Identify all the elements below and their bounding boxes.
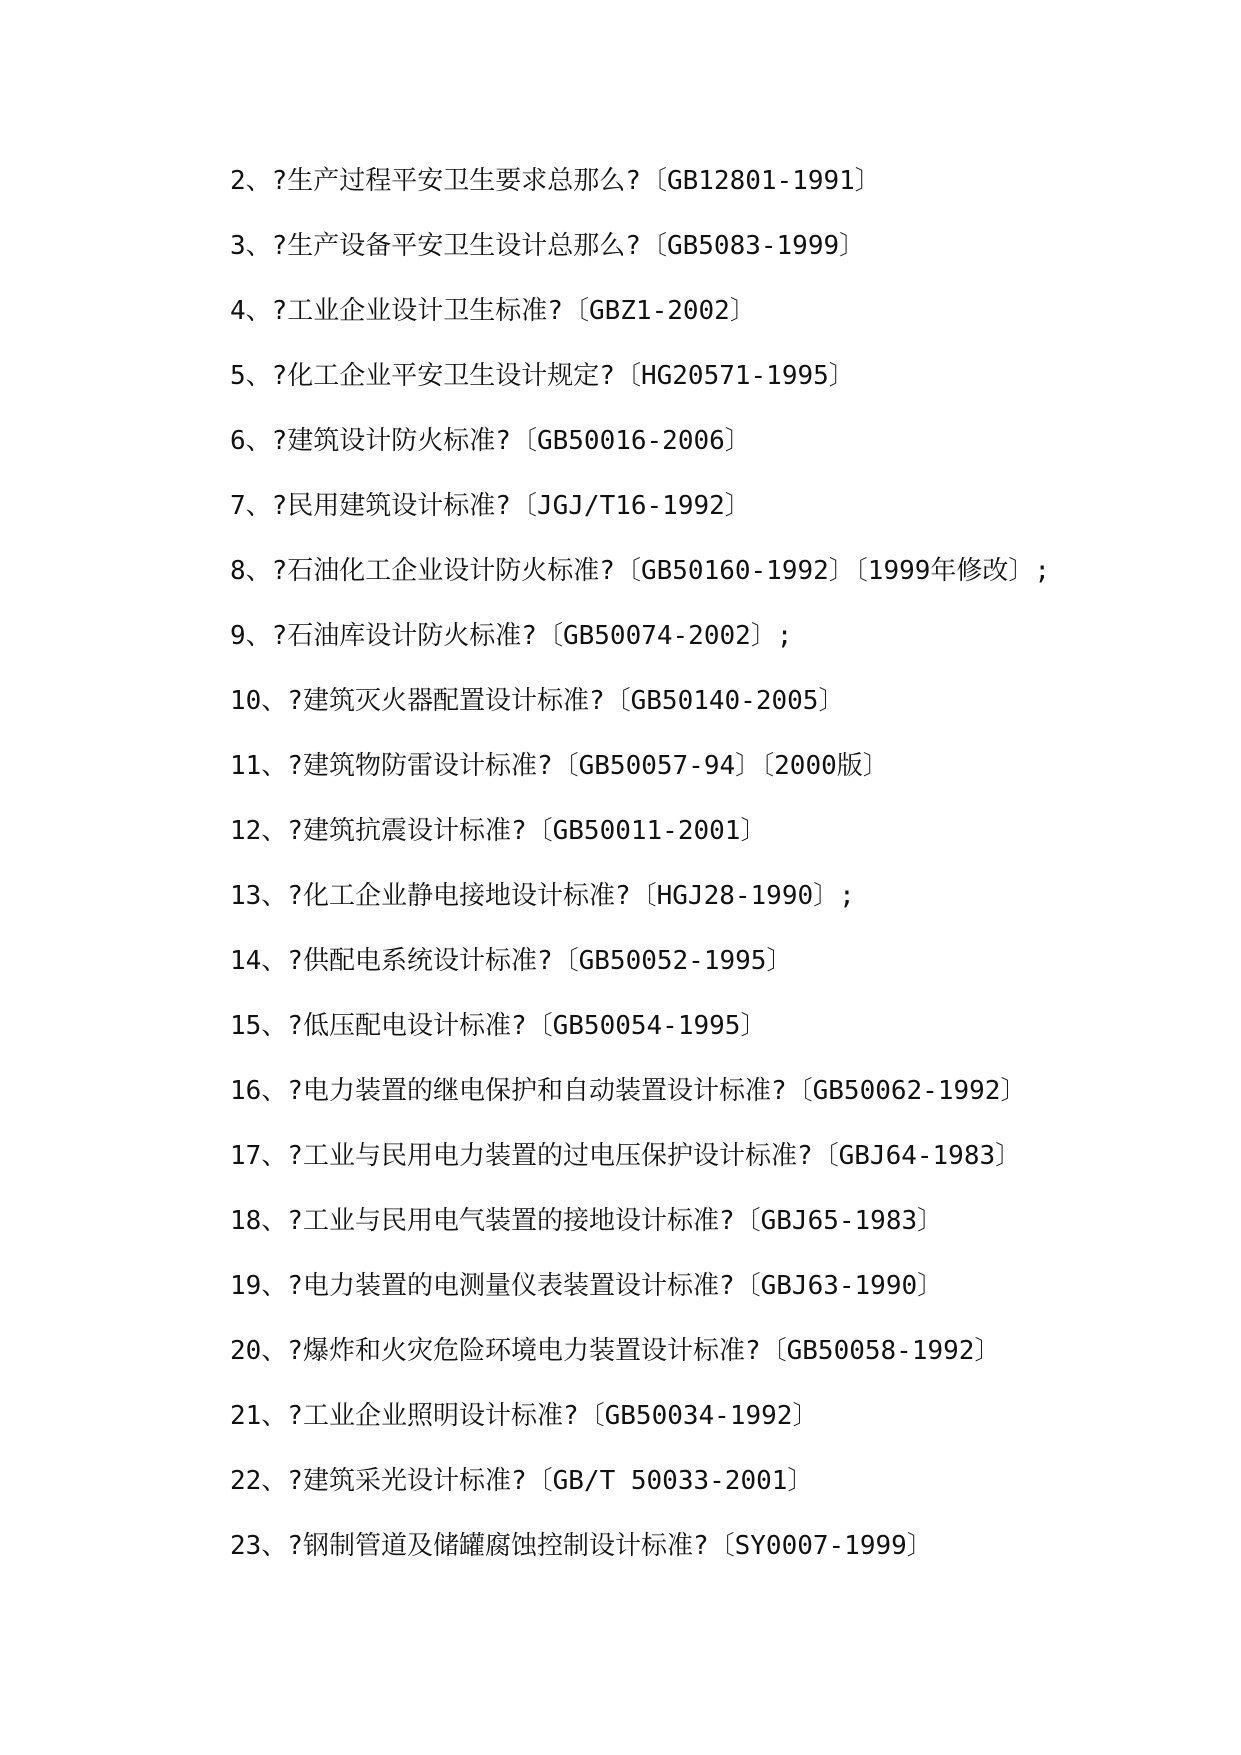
list-item: 18、?工业与民用电气装置的接地设计标准?〔GBJ65-1983〕 — [230, 1206, 944, 1236]
list-item: 19、?电力装置的电测量仪表装置设计标准?〔GBJ63-1990〕 — [230, 1271, 944, 1301]
list-item: 9、?石油库设计防火标准?〔GB50074-2002〕; — [230, 621, 793, 651]
list-item: 23、?钢制管道及储罐腐蚀控制设计标准?〔SY0007-1999〕 — [230, 1531, 933, 1561]
list-item: 2、?生产过程平安卫生要求总那么?〔GB12801-1991〕 — [230, 166, 881, 196]
list-item: 22、?建筑采光设计标准?〔GB/T 50033-2001〕 — [230, 1466, 814, 1496]
list-item: 15、?低压配电设计标准?〔GB50054-1995〕 — [230, 1011, 767, 1041]
list-item: 13、?化工企业静电接地设计标准?〔HGJ28-1990〕; — [230, 881, 855, 911]
list-item: 3、?生产设备平安卫生设计总那么?〔GB5083-1999〕 — [230, 231, 866, 261]
list-item: 20、?爆炸和火灾危险环境电力装置设计标准?〔GB50058-1992〕 — [230, 1336, 1001, 1366]
list-item: 21、?工业企业照明设计标准?〔GB50034-1992〕 — [230, 1401, 819, 1431]
list-item: 14、?供配电系统设计标准?〔GB50052-1995〕 — [230, 946, 793, 976]
list-item: 8、?石油化工企业设计防火标准?〔GB50160-1992〕〔1999年修改〕; — [230, 556, 1051, 586]
list-item: 5、?化工企业平安卫生设计规定?〔HG20571-1995〕 — [230, 361, 855, 391]
list-item: 6、?建筑设计防火标准?〔GB50016-2006〕 — [230, 426, 751, 456]
list-item: 11、?建筑物防雷设计标准?〔GB50057-94〕〔2000版〕 — [230, 751, 889, 781]
list-item: 16、?电力装置的继电保护和自动装置设计标准?〔GB50062-1992〕 — [230, 1076, 1027, 1106]
list-item: 7、?民用建筑设计标准?〔JGJ/T16-1992〕 — [230, 491, 751, 521]
list-item: 10、?建筑灭火器配置设计标准?〔GB50140-2005〕 — [230, 686, 845, 716]
list-item: 17、?工业与民用电力装置的过电压保护设计标准?〔GBJ64-1983〕 — [230, 1141, 1022, 1171]
list-item: 4、?工业企业设计卫生标准?〔GBZ1-2002〕 — [230, 296, 756, 326]
standards-list — [230, 162, 1210, 1592]
list-item: 12、?建筑抗震设计标准?〔GB50011-2001〕 — [230, 816, 767, 846]
